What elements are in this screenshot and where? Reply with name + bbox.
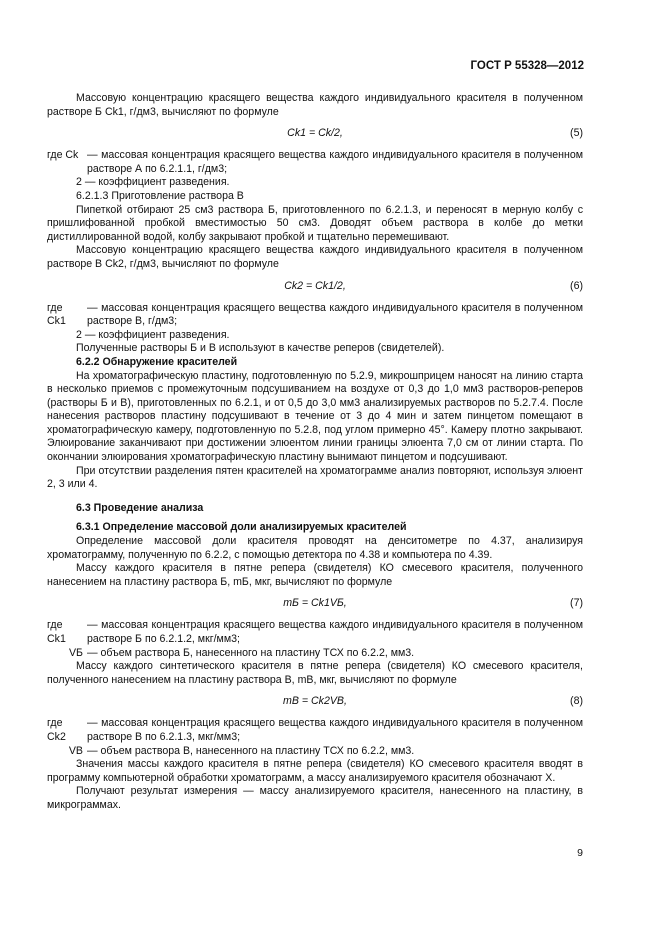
where-clause <box>47 302 583 329</box>
where-definition: — объем раствора Б, нанесенного на пластину ТСХ по 6.2.2, мм3. <box>87 646 415 659</box>
paragraph: Значения массы каждого красителя в пятне репера (свидетеля) КО смесевого красителя вводят в программу компьютерной обработки хроматограмм, а массу анализируемого красителя обозначают X. <box>47 758 583 784</box>
where-definition: 2 — коэффициент разведения. <box>76 176 230 189</box>
formula-8 <box>47 687 583 717</box>
formula-expression: Ck1 = Ck/2, <box>287 127 343 140</box>
where-definition: — массовая концентрация красящего вещества каждого индивидуального красителя в полученном растворе В, г/дм3; <box>87 301 583 328</box>
section-heading: 6.3 Проведение анализа <box>76 501 204 514</box>
section-heading: 6.3.1 Определение массовой доли анализируемых красителей <box>76 521 407 534</box>
where-clause <box>47 149 583 176</box>
where-symbol: VБ <box>68 646 83 659</box>
where-clause <box>47 647 583 661</box>
formula-expression: mБ = Ck1VБ, <box>283 597 347 610</box>
formula-expression: Ck2 = Ck1/2, <box>284 279 346 292</box>
formula-number: (7) <box>570 597 583 610</box>
paragraph: Массу каждого синтетического красителя в пятне репера (свидетеля) КО смесевого красителя, полученного нанесением на пластину раствора В, mВ, мкг, вычисляют по формуле <box>47 660 583 686</box>
where-symbol: где Ck <box>47 149 79 162</box>
paragraph: Получают результат измерения — массу анализируемого красителя, нанесенного на пластину, в микрограммах. <box>47 785 583 811</box>
formula-6 <box>47 272 583 302</box>
where-definition: — массовая концентрация красящего вещества каждого индивидуального красителя в полученном растворе Б по 6.2.1.2, мкг/мм3; <box>87 619 583 645</box>
paragraph: Полученные растворы Б и В используют в качестве реперов (свидетелей). <box>76 342 445 355</box>
document-body <box>47 92 583 813</box>
paragraph: На хроматографическую пластину, подготовленную по 5.2.9, микрошприцем наносят на линию старта в несколько приемов с промежуточным подсушиванием на воздухе от 0,3 до 1,0 мм3 растворов-реперов (растворы Б и В), приготовленных по 6.2.1, и от 0,5 до 3,0 мм3 анализируемых растворов по 5.2.7.4. После нанесения растворов пластину подсушивают в течение от 3 до 4 мин и затем пинцетом помещают в хроматографическую камеру, подготовленную по 5.2.8, под углом примерно 45°. Камеру плотно закрывают. Элюирование заканчивают при достижении элюентом линии границы элюента 7,0 см от линии старта. По окончании элюирования хроматографическую пластину вынимают пинцетом и подсушивают. <box>47 369 583 464</box>
formula-expression: mВ = Ck2VВ, <box>283 695 347 708</box>
paragraph: Массовую концентрацию красящего вещества каждого индивидуального красителя в полученном растворе В Ck2, г/дм3, вычисляют по формуле <box>47 244 583 270</box>
where-definition: — массовая концентрация красящего вещества каждого индивидуального красителя в полученном растворе А по 6.2.1.1, г/дм3; <box>87 149 583 175</box>
where-definition: 2 — коэффициент разведения. <box>76 328 230 341</box>
where-symbol: VВ <box>68 744 83 757</box>
paragraph: При отсутствии разделения пятен красителей на хроматограмме анализ повторяют, используя элюент 2, 3 или 4. <box>47 464 583 491</box>
paragraph: Пипеткой отбирают 25 см3 раствора Б, приготовленного по 6.2.1.3, и переносят в мерную колбу с пришлифованной пробкой вместимостью 50 см3. Доводят объем раствора в колбе до метки дистиллированной водой, колбу закрывают пробкой и тщательно перемешивают. <box>47 203 583 243</box>
section-heading: 6.2.1.3 Приготовление раствора В <box>76 189 244 202</box>
where-definition: — объем раствора В, нанесенного на пластину ТСХ по 6.2.2, мм3. <box>87 744 415 757</box>
formula-7 <box>47 589 583 619</box>
formula-number: (5) <box>570 127 583 140</box>
where-clause <box>47 745 583 759</box>
formula-number: (8) <box>570 695 583 708</box>
section-heading: 6.2.2 Обнаружение красителей <box>76 355 238 368</box>
formula-number: (6) <box>570 279 583 292</box>
where-clause <box>47 619 583 646</box>
page-number: 9 <box>577 847 583 859</box>
paragraph: Массу каждого красителя в пятне репера (свидетеля) КО смесевого красителя, полученного нанесением на пластину раствора Б, mБ, мкг, вычисляют по формуле <box>47 562 583 588</box>
where-symbol: где Ck1 <box>47 619 66 645</box>
where-symbol: где Ck1 <box>47 301 66 328</box>
paragraph: Массовую концентрацию красящего вещества каждого индивидуального красителя в полученном растворе Б Ck1, г/дм3, вычисляют по формуле <box>47 92 583 118</box>
where-symbol: где Ck2 <box>47 717 66 743</box>
where-definition: — массовая концентрация красящего вещества каждого индивидуального красителя в полученном растворе В по 6.2.1.3, мкг/мм3; <box>87 717 583 743</box>
paragraph: Определение массовой доли красителя проводят на денситометре по 4.37, анализируя хроматограмму, полученную по 6.2.2, с помощью детектора по 4.38 и компьютера по 4.39. <box>47 535 583 561</box>
standard-header: ГОСТ Р 55328—2012 <box>470 60 584 72</box>
formula-5 <box>47 119 583 149</box>
where-clause <box>47 717 583 744</box>
